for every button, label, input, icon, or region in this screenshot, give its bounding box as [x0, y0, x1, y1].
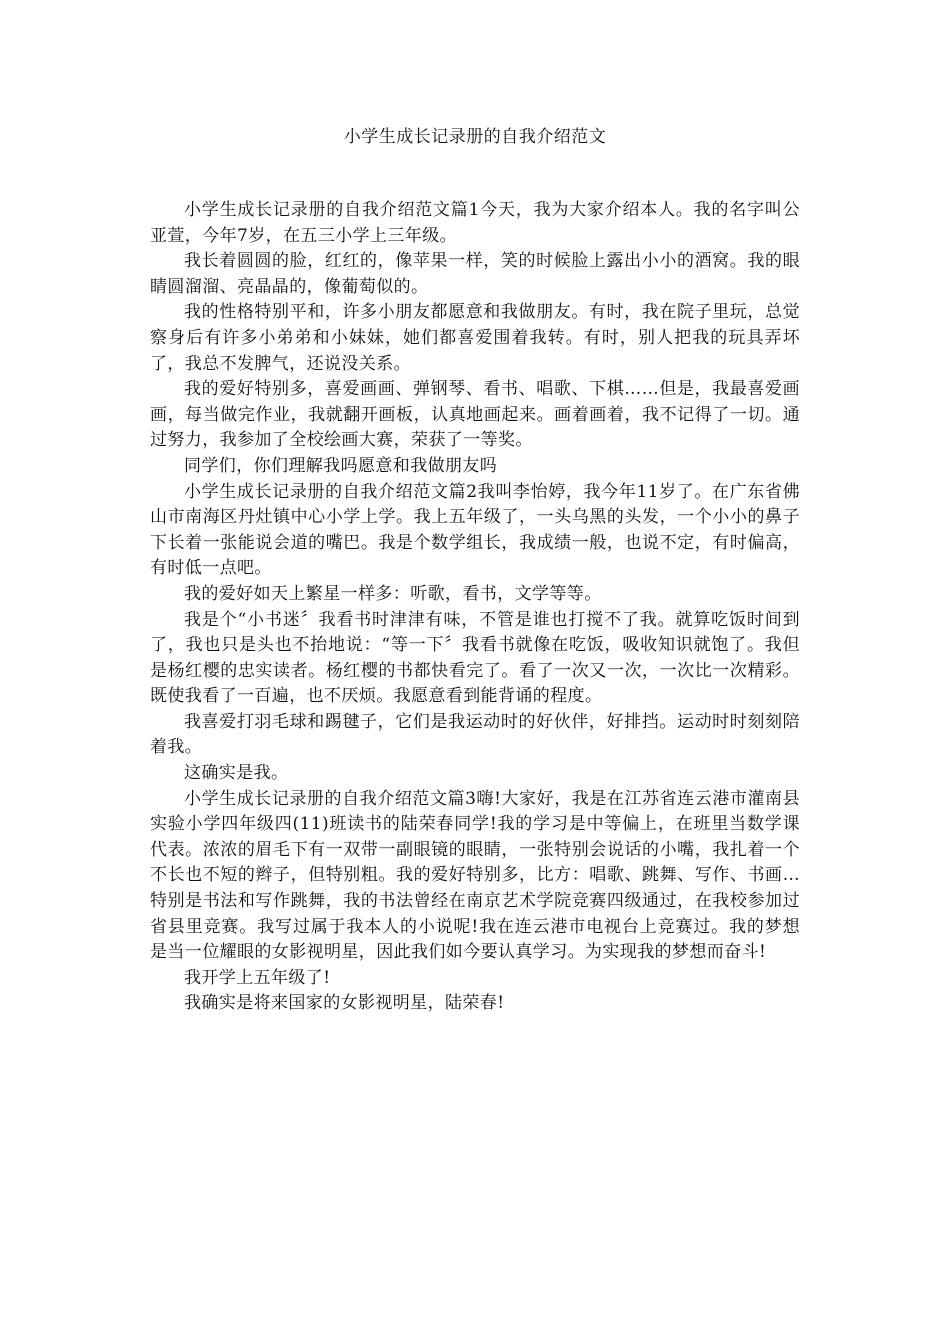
- paragraph: 同学们，你们理解我吗愿意和我做朋友吗: [184, 455, 498, 476]
- paragraph: 我的性格特别平和，许多小朋友都愿意和我做朋友。有时，我在院子里玩，总觉察身后有许多小弟弟和小妹妹，她们都喜爱围着我转。有时，别人把我的玩具弄坏了，我总不发脾气，还说没关系。: [150, 302, 800, 374]
- paragraph: 我的爱好特别多，喜爱画画、弹钢琴、看书、唱歌、下棋……但是，我最喜爱画画，每当做完作业，我就翻开画板，认真地画起来。画着画着，我不记得了一切。通过努力，我参加了全校绘画大赛，荣获了一等奖。: [150, 379, 800, 451]
- document-title: 小学生成长记录册的自我介绍范文: [343, 127, 607, 147]
- paragraph: 小学生成长记录册的自我介绍范文篇2我叫李怡婷，我今年11岁了。在广东省佛山市南海区丹灶镇中心小学上学。我上五年级了，一头乌黑的头发，一个小小的鼻子下长着一张能说会道的嘴巴。我是个数学组长，我成绩一般，也说不定，有时偏高，有时低一点吧。: [150, 481, 800, 579]
- paragraph: 我长着圆圆的脸，红红的，像苹果一样，笑的时候脸上露出小小的酒窝。我的眼睛圆溜溜、亮晶晶的，像葡萄似的。: [150, 251, 800, 297]
- paragraph: 小学生成长记录册的自我介绍范文篇3嗨!大家好，我是在江苏省连云港市灌南县实验小学四年级四(11)班读书的陆荣春同学!我的学习是中等偏上，在班里当数学课代表。浓浓的眉毛下有一双带一副眼镜的眼睛，一张特别会说话的小嘴，我扎着一个不长也不短的辫子，但特别粗。我的爱好特别多，比方：唱歌、跳舞、写作、书画…特别是书法和写作跳舞，我的书法曾经在南京艺术学院竞赛四级通过，在我校参加过省县里竞赛。我写过属于我本人的小说呢!我在连云港市电视台上竞赛过。我的梦想是当一位耀眼的女影视明星，因此我们如今要认真学习。为实现我的梦想而奋斗!: [150, 788, 800, 963]
- paragraph: 我开学上五年级了!: [184, 967, 331, 988]
- paragraph: 小学生成长记录册的自我介绍范文篇1今天，我为大家介绍本人。我的名字叫公亚萱，今年7岁，在五三小学上三年级。: [150, 200, 800, 246]
- paragraph: 我确实是将来国家的女影视明星，陆荣春!: [184, 993, 505, 1014]
- paragraph: 我喜爱打羽毛球和踢毽子，它们是我运动时的好伙伴，好排挡。运动时时刻刻陪着我。: [150, 711, 800, 758]
- paragraph: 我是个“小书迷〞我看书时津津有味，不管是谁也打搅不了我。就算吃饭时间到了，我也只是头也不抬地说：“等一下〞我看书就像在吃饭，吸收知识就饱了。我但是杨红樱的忠实读者。杨红樱的书都快看完了。看了一次又一次，一次比一次精彩。既使我看了一百遍，也不厌烦。我愿意看到能背诵的程度。: [150, 609, 800, 707]
- document-body: [150, 198, 800, 1017]
- paragraph: 我的爱好如天上繁星一样多：听歌，看书，文学等等。: [184, 583, 602, 604]
- paragraph: 这确实是我。: [184, 763, 289, 784]
